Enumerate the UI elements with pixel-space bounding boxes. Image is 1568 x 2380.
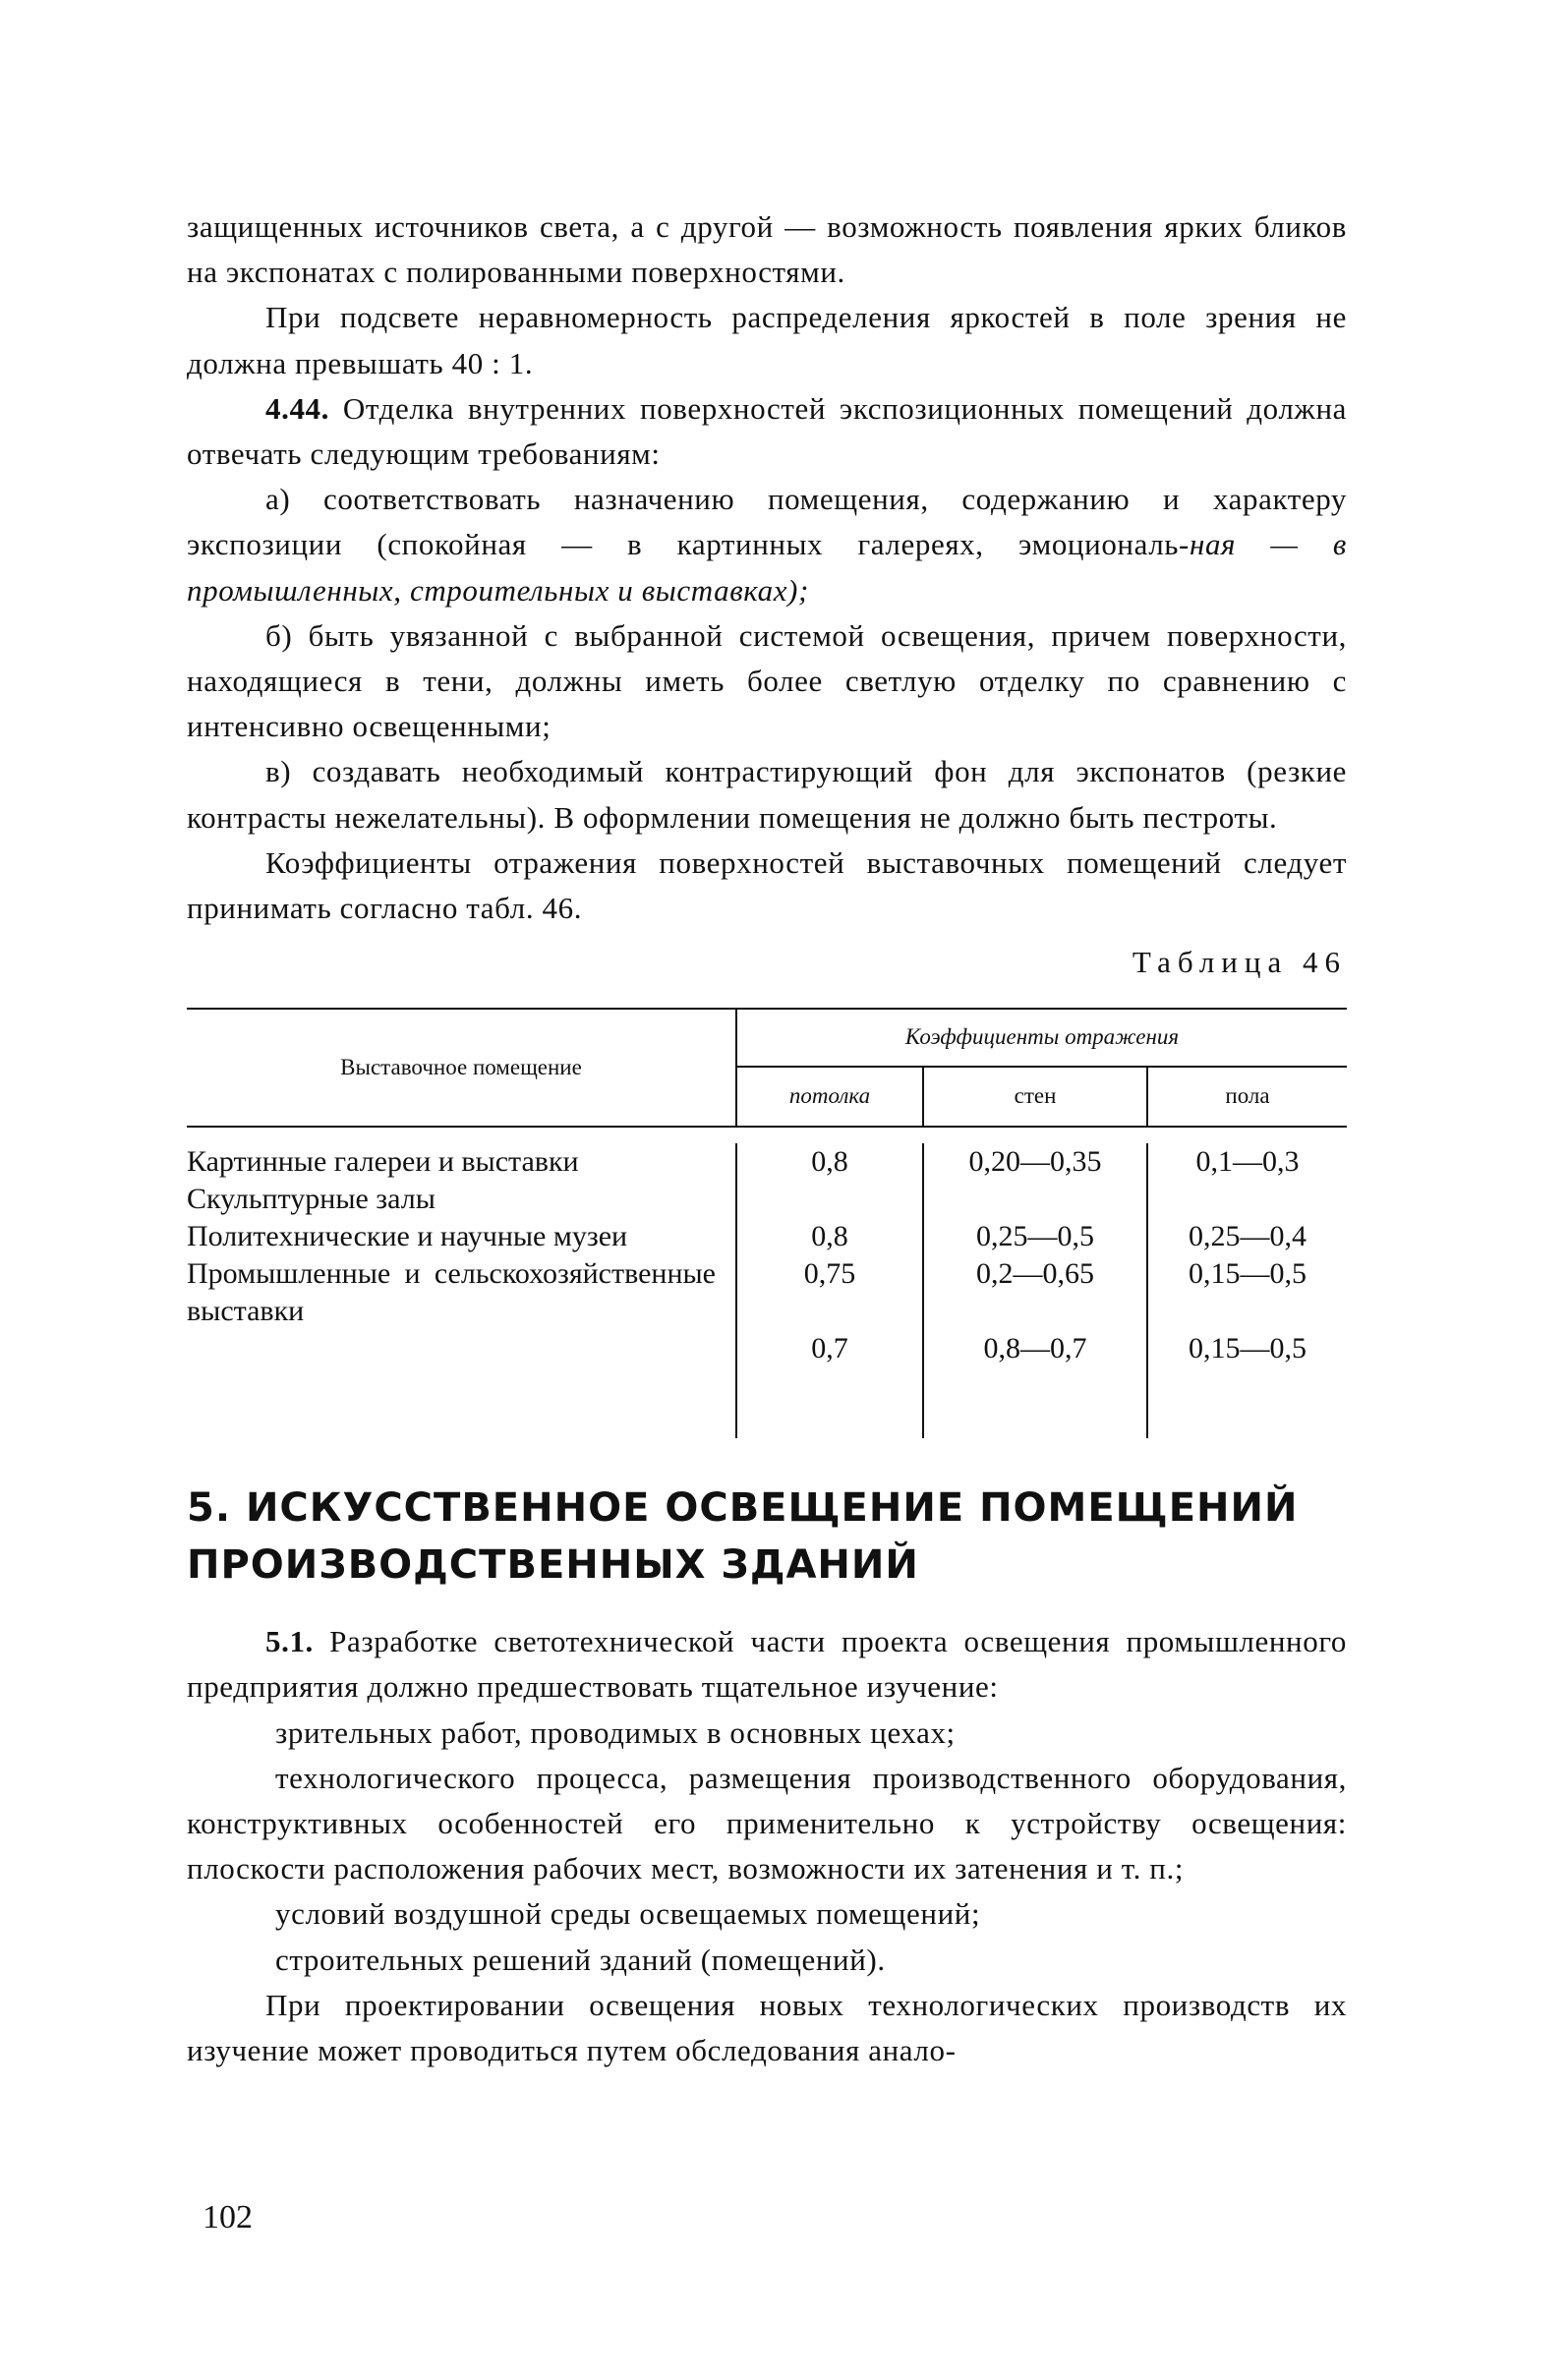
list-item: условий воздушной среды освещаемых помещений; bbox=[275, 1896, 981, 1932]
cell-walls-museums: 0,2—0,65 bbox=[976, 1257, 1094, 1291]
cell-ceiling-industrial: 0,7 bbox=[811, 1332, 848, 1365]
reflection-coefficients-note: Коэффициенты отражения поверхностей выставочных помещений следует принимать согласно табл. 46. bbox=[187, 844, 1347, 926]
column-walls bbox=[924, 1143, 1148, 1438]
row-name-industrial: Промышленные и сельскохозяйственные выставки bbox=[187, 1257, 716, 1328]
clause-number: 4.44. bbox=[265, 390, 329, 426]
requirement-c: в) создавать необходимый контрастирующий фон для экспонатов (резкие контрасты нежелательны). В оформлении помещения не должно быть пестроты. bbox=[187, 754, 1347, 835]
paragraph-design-study: При проектировании освещения новых технологических производств их изучение может проводиться путем обследования анало- bbox=[187, 1987, 1347, 2068]
header-walls: стен bbox=[924, 1068, 1148, 1126]
header-ceiling: потолка bbox=[737, 1068, 924, 1126]
cell-floor-museums: 0,15—0,5 bbox=[1189, 1257, 1307, 1291]
column-floor bbox=[1148, 1143, 1347, 1438]
cell-floor-galleries: 0,1—0,3 bbox=[1195, 1145, 1300, 1179]
page-number: 102 bbox=[203, 2199, 253, 2235]
paragraph-brightness-text: При подсвете неравномерность распределения яркостей в поле зрения не должна превышать 40 : 1. bbox=[187, 300, 1347, 380]
header-exhibition-room: Выставочное помещение bbox=[187, 1010, 737, 1126]
paragraph-4-44 bbox=[187, 386, 1347, 477]
section-heading-line1: 5. ИСКУССТВЕННОЕ ОСВЕЩЕНИЕ ПОМЕЩЕНИЙ bbox=[187, 1485, 1299, 1532]
row-name-sculpture: Скульптурные залы bbox=[187, 1183, 436, 1216]
column-ceiling bbox=[737, 1143, 924, 1438]
page-content bbox=[187, 204, 1347, 2073]
column-room-names bbox=[187, 1143, 737, 1438]
table-caption: Таблица 46 bbox=[1132, 945, 1347, 980]
row-name-galleries: Картинные галереи и выставки bbox=[187, 1145, 579, 1179]
requirement-a bbox=[187, 477, 1347, 613]
cell-walls-industrial: 0,8—0,7 bbox=[983, 1332, 1087, 1365]
table-header bbox=[187, 1010, 1347, 1128]
cell-ceiling-sculpture: 0,8 bbox=[811, 1220, 848, 1253]
requirement-a-text: а) соответствовать назначению помещения, содержанию и характеру экспозиции (спокойная — в картинных галереях, эмоциональ- bbox=[187, 482, 1347, 562]
cell-floor-sculpture: 0,25—0,4 bbox=[1189, 1220, 1307, 1253]
header-floor: пола bbox=[1225, 1083, 1270, 1109]
section-heading-line2: ПРОИЗВОДСТВЕННЫХ ЗДАНИЙ bbox=[187, 1542, 919, 1589]
cell-walls-sculpture: 0,25—0,5 bbox=[976, 1220, 1094, 1253]
table-body bbox=[187, 1128, 1347, 1438]
row-name-museums: Политехнические и научные музеи bbox=[187, 1220, 628, 1253]
paragraph-5-1 bbox=[187, 1619, 1347, 1710]
list-item: зрительных работ, проводимых в основных цехах; bbox=[275, 1714, 956, 1750]
clause-text-5-1: Разработке светотехнической части проекта освещения промышленного предприятия должно предшествовать тщательное изучение: bbox=[187, 1624, 1347, 1705]
paragraph-continuation: защищенных источников света, а с другой — возможность появления ярких бликов на экспонатах с полированными поверхностями. bbox=[187, 209, 1347, 290]
cell-ceiling-galleries: 0,8 bbox=[811, 1145, 848, 1179]
study-items-list bbox=[187, 1711, 1347, 1983]
list-item: строительных решений зданий (помещений). bbox=[275, 1942, 886, 1977]
requirement-b: б) быть увязанной с выбранной системой освещения, причем поверхности, находящиеся в тени, должны иметь более светлую отделку по сравнению с интенсивно освещенными; bbox=[187, 617, 1347, 744]
requirement-a-end: ная — в промышленных, строительных и выставках); bbox=[187, 527, 1347, 608]
clause-number-5-1: 5.1. bbox=[265, 1624, 314, 1659]
header-reflection-coefficients: Коэффициенты отражения bbox=[737, 1010, 1347, 1068]
cell-ceiling-museums: 0,75 bbox=[803, 1257, 856, 1291]
cell-floor-industrial: 0,15—0,5 bbox=[1189, 1332, 1307, 1365]
section-heading bbox=[187, 1480, 1347, 1594]
paragraph-brightness bbox=[187, 295, 1347, 385]
reflection-table bbox=[187, 1008, 1347, 1438]
cell-walls-galleries: 0,20—0,35 bbox=[968, 1145, 1102, 1179]
list-item: технологического процесса, размещения производственного оборудования, конструктивных особенностей его применительно к устройству освещения: плоскости расположения рабочих мест, возможности их затенения и т. п.; bbox=[187, 1760, 1347, 1887]
clause-text: Отделка внутренних поверхностей экспозиционных помещений должна отвечать следующим требованиям: bbox=[187, 390, 1347, 472]
